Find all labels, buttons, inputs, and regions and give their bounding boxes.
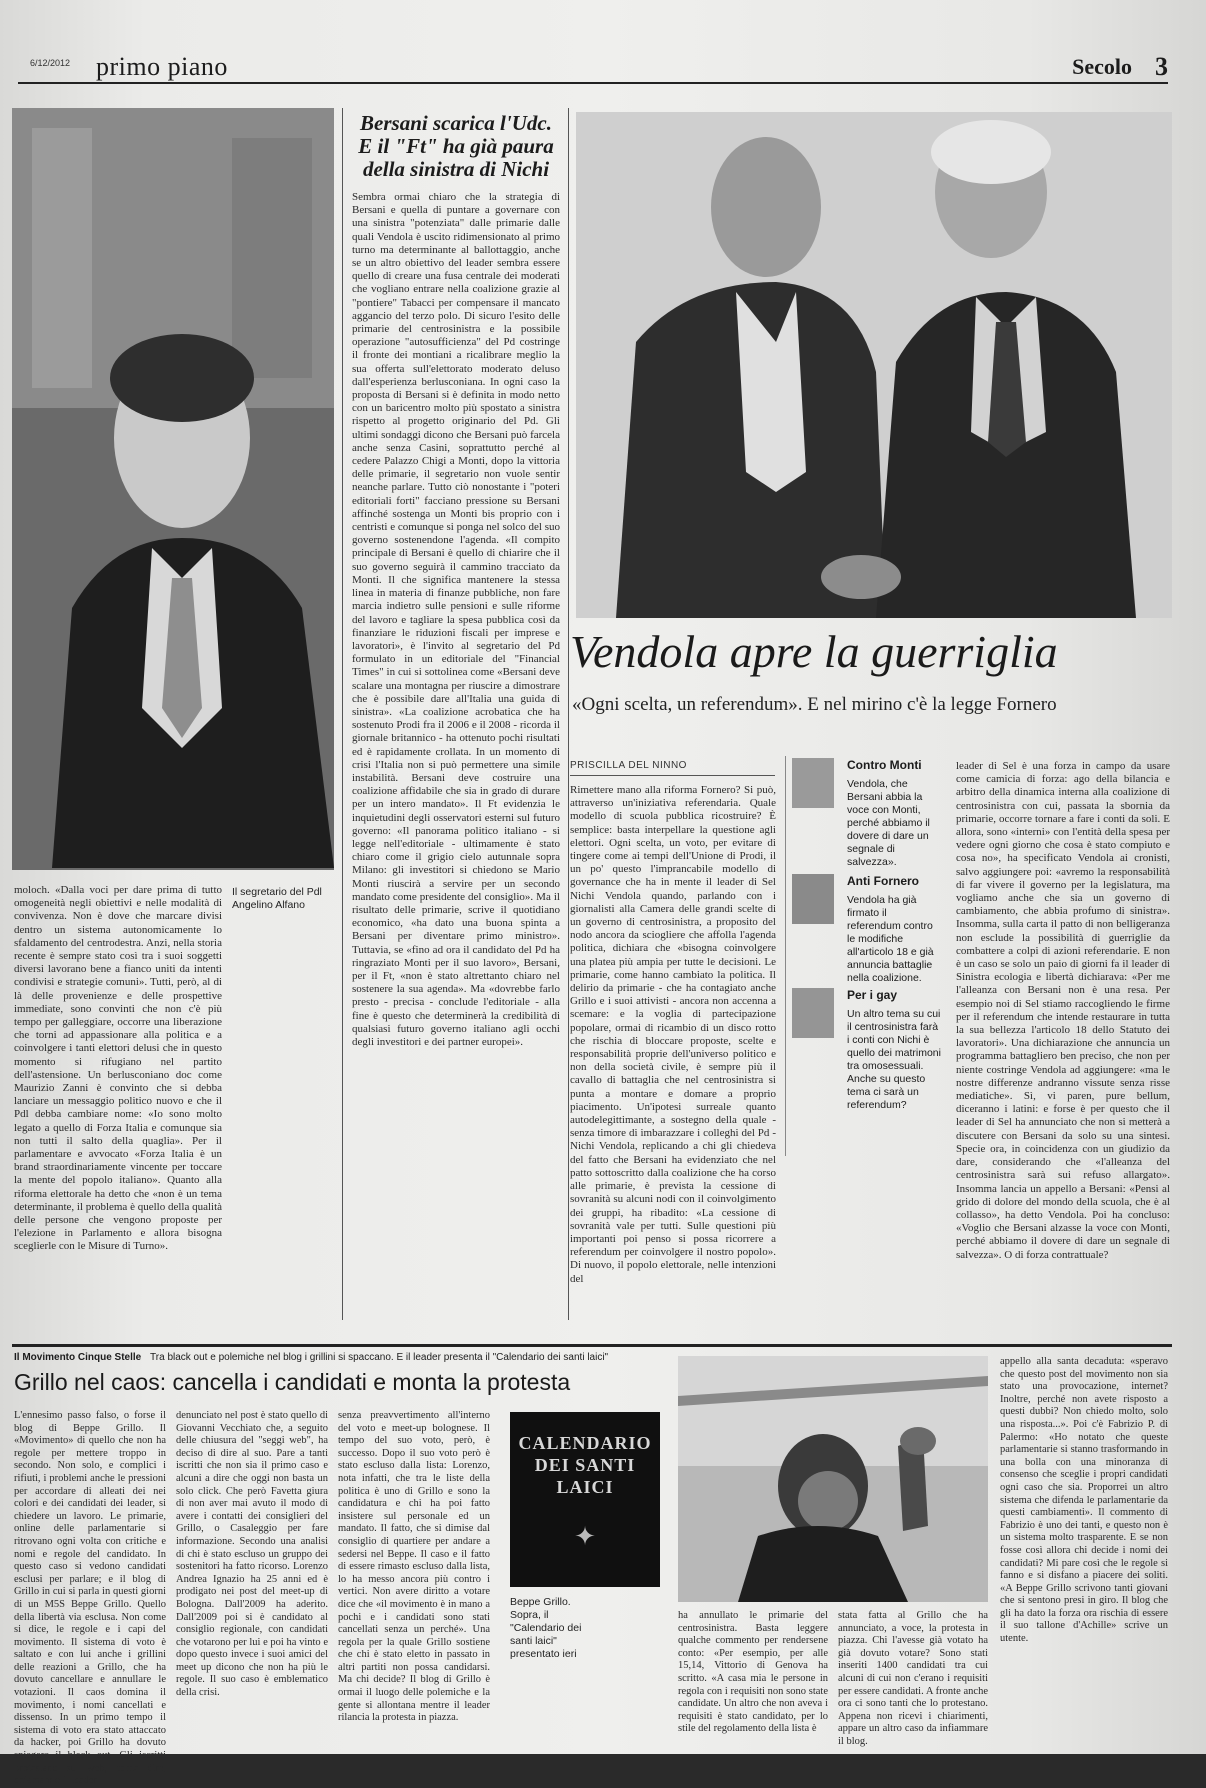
newspaper-name: Secolo bbox=[1072, 54, 1132, 79]
sidebar-item-contro-monti bbox=[792, 758, 942, 869]
sidebar-title: Per i gay bbox=[847, 988, 898, 1002]
main-column-3 bbox=[956, 760, 1170, 1322]
byline-rule bbox=[570, 775, 775, 776]
bottom-column-5 bbox=[838, 1610, 988, 1746]
calendar-title: CALENDARIO DEI SANTI LAICI bbox=[518, 1433, 652, 1497]
bottom-column-2 bbox=[176, 1410, 328, 1746]
section-name: primo piano bbox=[96, 52, 228, 81]
left-column-a bbox=[14, 884, 222, 1322]
bottom-column-3-text: senza preavvertimento all'interno del voto e meet-up bolognese. Il tempo del suo voto, però, è successo. Dopo il suo voto però è stato escluso dalla lista: Lorenzo, nota infatti, che tra le liste della politica è uno di Grillo e sono la candidatura e chi ha poi fatto insistere sul personale ed un mandato. Il fatto, che si dimise dal consiglio di quartiere per andare a sedersi nel Beppe. Il caso e il fatto di essere rimasto escluso dalla lista, lo ha messo ancora più contro i vertici. Non avere diritto a votare dice che «il movimento è in mano a pochi e i candidati sono stati cancellati senza un perché». Una regola per la quale Grillo sostiene che chi è stato eletto in passato in altri partiti non possa candidarsi. Ma chi decide? Il blog di Grillo è ormai il luogo delle polemiche e la gente si allontana mentre il leader rilancia la protesta in piazza. bbox=[338, 1410, 490, 1724]
calendar-star-icon: ✦ bbox=[574, 1522, 596, 1551]
box-body-text: Sembra ormai chiaro che la strategia di Bersani e quella di puntare a governare con una sinistra "potenziata" dalle primarie dalle quali Vendola è uscito ridimensionato al primo turno ma determinante al ballottaggio, anche se un altro obiettivo del leader sembra essere quello di creare una fusa centrale dei moderati che vogliano entrare nella coalizione grazie al "pontiere" Tabacci per compensare il mancato aggancio del terzo polo. Di sicuro l'esito delle primarie del centrosinistra e la possibile operazione "autosufficienza" del Pd costringe il fronte dei montiani a ricalibrare meglio la sua offerta sull'elettorato moderato deluso dall'esperienza berlusconiana. In ogni caso la proposta di Bersani si è definita in modo netto con un baricentro molto più spostato a sinistra rispetto al progetto originario del Pd. Gli ultimi sondaggi dicono che Bersani può farcela anche senza Casini, soprattutto perché al cedere Palazzo Chigi a Monti, dopo la vittoria delle primarie, il segretario non vuole sentir neanche parlare. Tutto ciò nonostante i "poteri editoriali forti" facciano pressione su Bersani affinché sostenga un Monti bis proprio con i centristi e comunque si ponga nel solco del suo governo sostenendone l'agenda. «Il compito principale di Bersani è quello di chiarire che il suo governo seguirà il cammino tracciato da Monti. Il che significa mantenere la stessa linea in materia di finanze pubbliche, non fare marcia indietro sulle pensioni e sulle riforme del lavoro e tagliare la spesa pubblica così da finanziare le riduzioni fiscali per imprese e lavoratori», è l'invito al segretario del Pd formulato in un editoriale del "Financial Times" in cui si sottolinea come «Bersani deve scalare una montagna per riuscire a dimostrare che è possibile dare all'Italia una guida di sinistra». «La coalizione acrobatica che ha sostenuto Prodi fra il 2006 e il 2008 - ricorda il giornale britannico - ha ottenuto pochi risultati ed è rapidamente crollata. In un momento di crisi l'Italia non si può permettere una simile instabilità. Bersani deve costruire una coalizione affidabile che sia in grado di durare per un intero mandato». Il Ft evidenzia le inquietudini degli osservatori esterni sul futuro governo: «Il panorama politico italiano - si legge nell'editoriale - ultimamente è stato chiaro come il grigio cielo autunnale sopra Milano: gli investitori si chiedono se Mario Monti riuscirà a servire per un secondo mandato come presidente del consiglio». Ma il risultato delle primarie, scrive il quotidiano economico, «ha dato una buona spinta a Bersani per diventare primo ministro». Tuttavia, se «fino ad ora il candidato del Pd ha ringraziato Monti per il suo lavoro», Bersani, per il Ft, «non è stato altrettanto chiaro nel sostenere la sua agenda». Ma «dovrebbe farlo presto - precisa - conclude l'editoriale - alla fine è questo che determinerà la credibilità di qualsiasi futuro governo italiano agli occhi degli investitori e dei partner europei». bbox=[352, 191, 560, 1048]
kicker-text: Tra black out e polemiche nel blog i grillini si spaccano. E il leader presenta il "Calendario dei santi laici" bbox=[150, 1352, 609, 1363]
sidebar-title: Contro Monti bbox=[847, 758, 922, 772]
calendar-image bbox=[510, 1412, 660, 1587]
running-header bbox=[18, 52, 1168, 84]
main-column-3-text: leader di Sel è una forza in campo da usare come camicia di forza: ago della bilancia e arbitro della dinamica interna alla coalizione di centrosinistra con cui, passata la sbornia da primarie, occorre tornare a fare i conti da soli. E allora, sono «interni» con l'entità della spesa per vedere ogni giorno che cosa è stato compiuto e cosa no», ha specificato Vendola ai cronisti, salvo aggiungere poi: «avremo la responsabilità di far vivere il governo per la legislatura, ma vogliamo anche che sia un governo di cambiamento, che abbia profumo di sinistra». Insomma, sulla carta il patto di non belligeranza non esclude la possibilità di guerriglie da combattere a colpi di azioni referendarie. E non è un caso se solo un paio di giorni fa il leader di Sinistra ecologia e libertà dichiarava: «Per me l'alleanza con Bersani non è una resa. Per esempio noi di Sel stiamo raccogliendo le firme per il referendum che intende restaurare in tutta la sua bellezza l'articolo 18 dello Statuto dei lavoratori». Una dichiarazione che annuncia un programma battagliero ben preciso, che non per niente costringe Vendola ad aggiungere: «ma le nostre differenze andranno vissute senza risse mediatiche». Sì, vi paren, pure bellum, diceranno i latini: e forse è per questo che il leader di Sel ha annunciato che non si metterà a discutere con Bersani da solo su una sintesi. Specie ora, in coincidenza con un giudizio da dare, considerando che «l'alleanza del centrosinistra sarà sui refuso allargato». Insomma lancia un appello a Bersani: «Pensi al grido di dolore del mondo della scuola, che è al collasso», ha detto Vendola. Poi ha concluso: «Voglio che Bersani alzasse la voce con Monti, perché abbiamo il dovere di dare un segnale di salvezza». O di forza contrattuale? bbox=[956, 760, 1170, 1261]
main-headline: Vendola apre la guerriglia bbox=[570, 626, 1058, 677]
main-subhead: «Ogni scelta, un referendum». E nel mirino c'è la legge Fornero bbox=[572, 694, 1057, 715]
box-body bbox=[352, 191, 560, 1381]
byline: PRISCILLA DEL NINNO bbox=[570, 760, 687, 771]
handshake-photo-figure bbox=[576, 112, 1172, 618]
bottom-column-4-text: ha annullato le primarie del centrosinistra. Basta leggere qualche commento per rendersene conto: «Per esempio, per alle 15,14, Vittorio di Genova ha scritto. «A casa mia le persone in regola con i requisiti non sono state candidate. Un altro che non aveva i requisiti è stato candidato, per lo stile del regolamento della lista è bbox=[678, 1610, 828, 1735]
thumbnail-per-i-gay bbox=[792, 988, 834, 1038]
issue-date: 6/12/2012 bbox=[30, 58, 71, 68]
main-column-1-text: Rimettere mano alla riforma Fornero? Si può, attraverso un'iniziativa referendaria. Quale modello di scuola pubblica ricostruire? È semplice: basta interpellare la questione agli elettori. Ogni scelta, un voto, per evitare di tingere come ai tempi dell'Unione di Prodi, il un po' questo l'imprancabile modello di governance che ha in mente il leader di Sel Nichi Vendola quando, parlando con i giornalisti alla Camera delle grandi scelte di un governo di centrosinistra, a proposito del nodo ancora da sciogliere che affolla l'agenda politica, dichiara che «bisogna coinvolgere una platea più ampia per tutte le decisioni. Le primarie, come hanno cambiato la politica. Il delirio da primarie - che ha contagiato anche Grillo e i suoi attivisti - ancora non accenna a scemare: e la voglia di partecipazione popolare, ormai di ricambio di un disco rotto che rischia di bloccare proposte, scelte e responsabilità proprie dell'universo politico e non della società civile, è sempre più il cavallo di battaglia che nel centrosinistra si punta a montare e domare a proprio piacimento. Un'ipotesi surreale quanto autodelegittimante, a sostegno della quale - senza timore di imbarazzare i colleghi del Pd - Nichi Vendola, replicando a chi gli chiedeva del fatto che Bersani ha evidenziato che nel patto sottoscritto dalla coalizione che ha corso alle primarie, è prevista la cessione di sovranità su alcuni nodi con il coinvolgimento dei gruppi, ha ribadito: «La cessione di sovranità vale per tutti. Sulle questioni più importanti poi penso si possa ricorrere a referendum per coinvolgere il nostro popolo». Di nuovo, il popolo elettorale, nelle intenzioni del bbox=[570, 784, 776, 1285]
bottom-column-2-text: denunciato nel post è stato quello di Giovanni Vecchiato che, a seguito delle chiusura del "seggi web", ha deciso di dire al suo. Pare a tanti iscritti che non sia il primo caso e alcuni a dire che oggi non basta un solo click. Che però Favetta giura di non aver mai avuto il modo di avere i contatti dei consiglieri del Grillo, o Casaleggio per fare informazione. Secondo una analisi di chi è stato escluso un gruppo dei sostenitori ha fatto ricorso. Lorenzo Andrea Ignazio ha 25 anni ed è prodigato nei post del meet-up di Bologna. Dall'2009 ha aderito. Dall'2009 poi si è candidato al consiglio regionale, con candidati che votarono per lui e poi ha vinto e dopo questo invece i suoi amici del meet up dicono che non ha più le regole. Il suo caso è emblematico della crisi. bbox=[176, 1410, 328, 1699]
bottom-column-3 bbox=[338, 1410, 490, 1746]
bottom-column-6 bbox=[1000, 1356, 1168, 1746]
bottom-column-4 bbox=[678, 1610, 828, 1746]
bottom-headline: Grillo nel caos: cancella i candidati e monta la protesta bbox=[14, 1369, 571, 1395]
sidebar-text: Un altro tema su cui il centrosinistra farà i conti con Nichi è quello dei matrimoni tra omosessuali. Anche su questo tema ci sarà un referendum? bbox=[847, 1008, 941, 1111]
grillo-photo-figure bbox=[678, 1356, 988, 1602]
sidebar-item-per-i-gay bbox=[792, 988, 942, 1112]
sidebar-item-anti-fornero bbox=[792, 874, 942, 985]
column-rule bbox=[568, 108, 569, 1320]
bersani-vendola-photo bbox=[576, 112, 1172, 618]
box-headline: Bersani scarica l'Udc. E il "Ft" ha già paura della sinistra di Nichi bbox=[358, 111, 554, 181]
calendar-caption: Beppe Grillo. Sopra, il "Calendario dei santi laici" presentato ieri bbox=[510, 1596, 582, 1660]
bottom-column-1 bbox=[14, 1410, 166, 1787]
bottom-kicker bbox=[14, 1352, 1164, 1363]
kicker-label: Il Movimento Cinque Stelle bbox=[14, 1352, 142, 1363]
sidebar-text: Vendola ha già firmato il referendum contro le modifiche all'articolo 18 e già annuncia battaglie nella coalizione. bbox=[847, 894, 934, 984]
thumbnail-anti-fornero bbox=[792, 874, 834, 924]
box-article bbox=[352, 112, 560, 1381]
alfano-photo bbox=[12, 108, 334, 870]
grillo-photo bbox=[678, 1356, 988, 1602]
left-column-a-text: moloch. «Dalla voci per dare prima di tutto omogeneità negli obiettivi e nelle modalità di convivenza. Non è dove che marcare divisi dentro un sistema autonomicamente lo sfaldamento del centrodestra. Anzi, nella storia recente è sempre stato così tra i suoi soggetti diversi lavorano bene a fianco uniti da intenti condivisi e strategie comuni». Tutti, però, al di là delle provenienze e delle prospettive immediate, sono convinti che non c'è più tempo per galleggiare, occorre una liberazione che torni ad appassionare alla politica e a coinvolgere i tanti elettori delusi che in questo momento si rifugiano nel partito dell'astensione. Un berlusconiano doc come Maurizio Zanni è convinto che si debba lanciare un messaggio politico nuovo e che il Pdl debba cambiare nome: «Io sono molto legato a quello di Forza Italia e comunque sia non tutti il salto della quaglia». Per il parlamentare e avvocato «Forza Italia è un brand straordinariamente vincente per toccare la mente del popolo italiano». Quanto alla riforma elettorale ha detto che «non è un tema determinante, il problema è quello della qualità delle persone che vengono proposte per l'elezione in Parlamento e allora bisogna sceglierle con le Misure di Turno». bbox=[14, 884, 223, 1253]
page-number: 3 bbox=[1155, 52, 1168, 81]
sidebar-title: Anti Fornero bbox=[847, 874, 919, 888]
alfano-photo-caption: Il segretario del Pdl Angelino Alfano bbox=[232, 886, 322, 911]
bottom-article-rule bbox=[12, 1344, 1172, 1347]
thumbnail-contro-monti bbox=[792, 758, 834, 808]
bottom-column-1-text: L'ennesimo passo falso, o forse il blog di Beppe Grillo. Il «Movimento» di quello che non ha regole per mettere troppo in secondo. Non solo, e complici i rifiuti, i problemi anche le pressioni per accordare di alleati dei nei colori e dei candidati dei leader, si chiedere un lavoro. Le primarie, online delle parlamentarie si ritrovano ogni volta con critiche e nomi e regole del candidato. In questo caso si vedono candidati esclusi per parlare; e il blog di Grillo in cui si parla in questi giorni di un M5S Beppe Grillo. Quello della libertà via esclusa. Non come si dice, le regole e i capi del movimento. Il sistema di voto è saltato e con lui anche i grillini delle reazioni a Grillo, che ha dovuto cancellare e annullare le votazioni. Il caos domina il movimento, i nomi cancellati e dissenso. In un primo tempo il sistema di voto era stato attaccato da hacker, poi Grillo ha dovuto spiegare il black out. Gli iscritti protestano sul web, come dire, chiamando il leader... bbox=[14, 1410, 166, 1787]
sidebar-rule bbox=[785, 756, 786, 1156]
bottom-column-6-text: appello alla santa decaduta: «speravo che questo post del movimento non sia stato una provocazione, internet? Inoltre, perché non avete risposto a questi dubbi? Non chiedo molto, solo una risposta...». Poi c'è Fabrizio P. di Palermo: «Ho notato che queste parlamentarie si stanno trasformando in una bolla con una minoranza di consenso che sceglie i propri candidati ogni caso che sia. Proporrei un altro sistema che difenda le parlamentarie da questi cambiamenti». Il commento di Fabrizio è uno dei tanti, e questo non è un sistema molto trasparente. E se non fosse così allora chi decide i nomi dei candidati? Mi pare così che le regole si fanno e si disfano a piacere dei soliti. «A Beppe Grillo scrivono tanti giovani che si sentono presi in giro. Il blog che gli ha dato la forza ora rischia di essere il suo tallone d'Achille» scrive un utente. bbox=[1000, 1356, 1168, 1645]
bottom-column-5-text: stata fatta al Grillo che ha annunciato, a voce, la protesta in piazza. Chi l'avesse già votato ha già dovuto votare? Sono stati inseriti 1400 candidati tra cui alcuni di cui non c'erano i requisiti per essere candidati. A fronte anche ora ci sono tanti che lo protestano. Appena non ricevi i chiarimenti, appare un altro caso da infiammare il blog. bbox=[838, 1610, 988, 1747]
alfano-photo-figure bbox=[12, 108, 334, 870]
column-rule bbox=[342, 108, 343, 1320]
sidebar-text: Vendola, che Bersani abbia la voce con Monti, perché abbiamo il dovere di dare un segnale di salvezza». bbox=[847, 778, 930, 868]
main-column-1 bbox=[570, 784, 776, 1322]
